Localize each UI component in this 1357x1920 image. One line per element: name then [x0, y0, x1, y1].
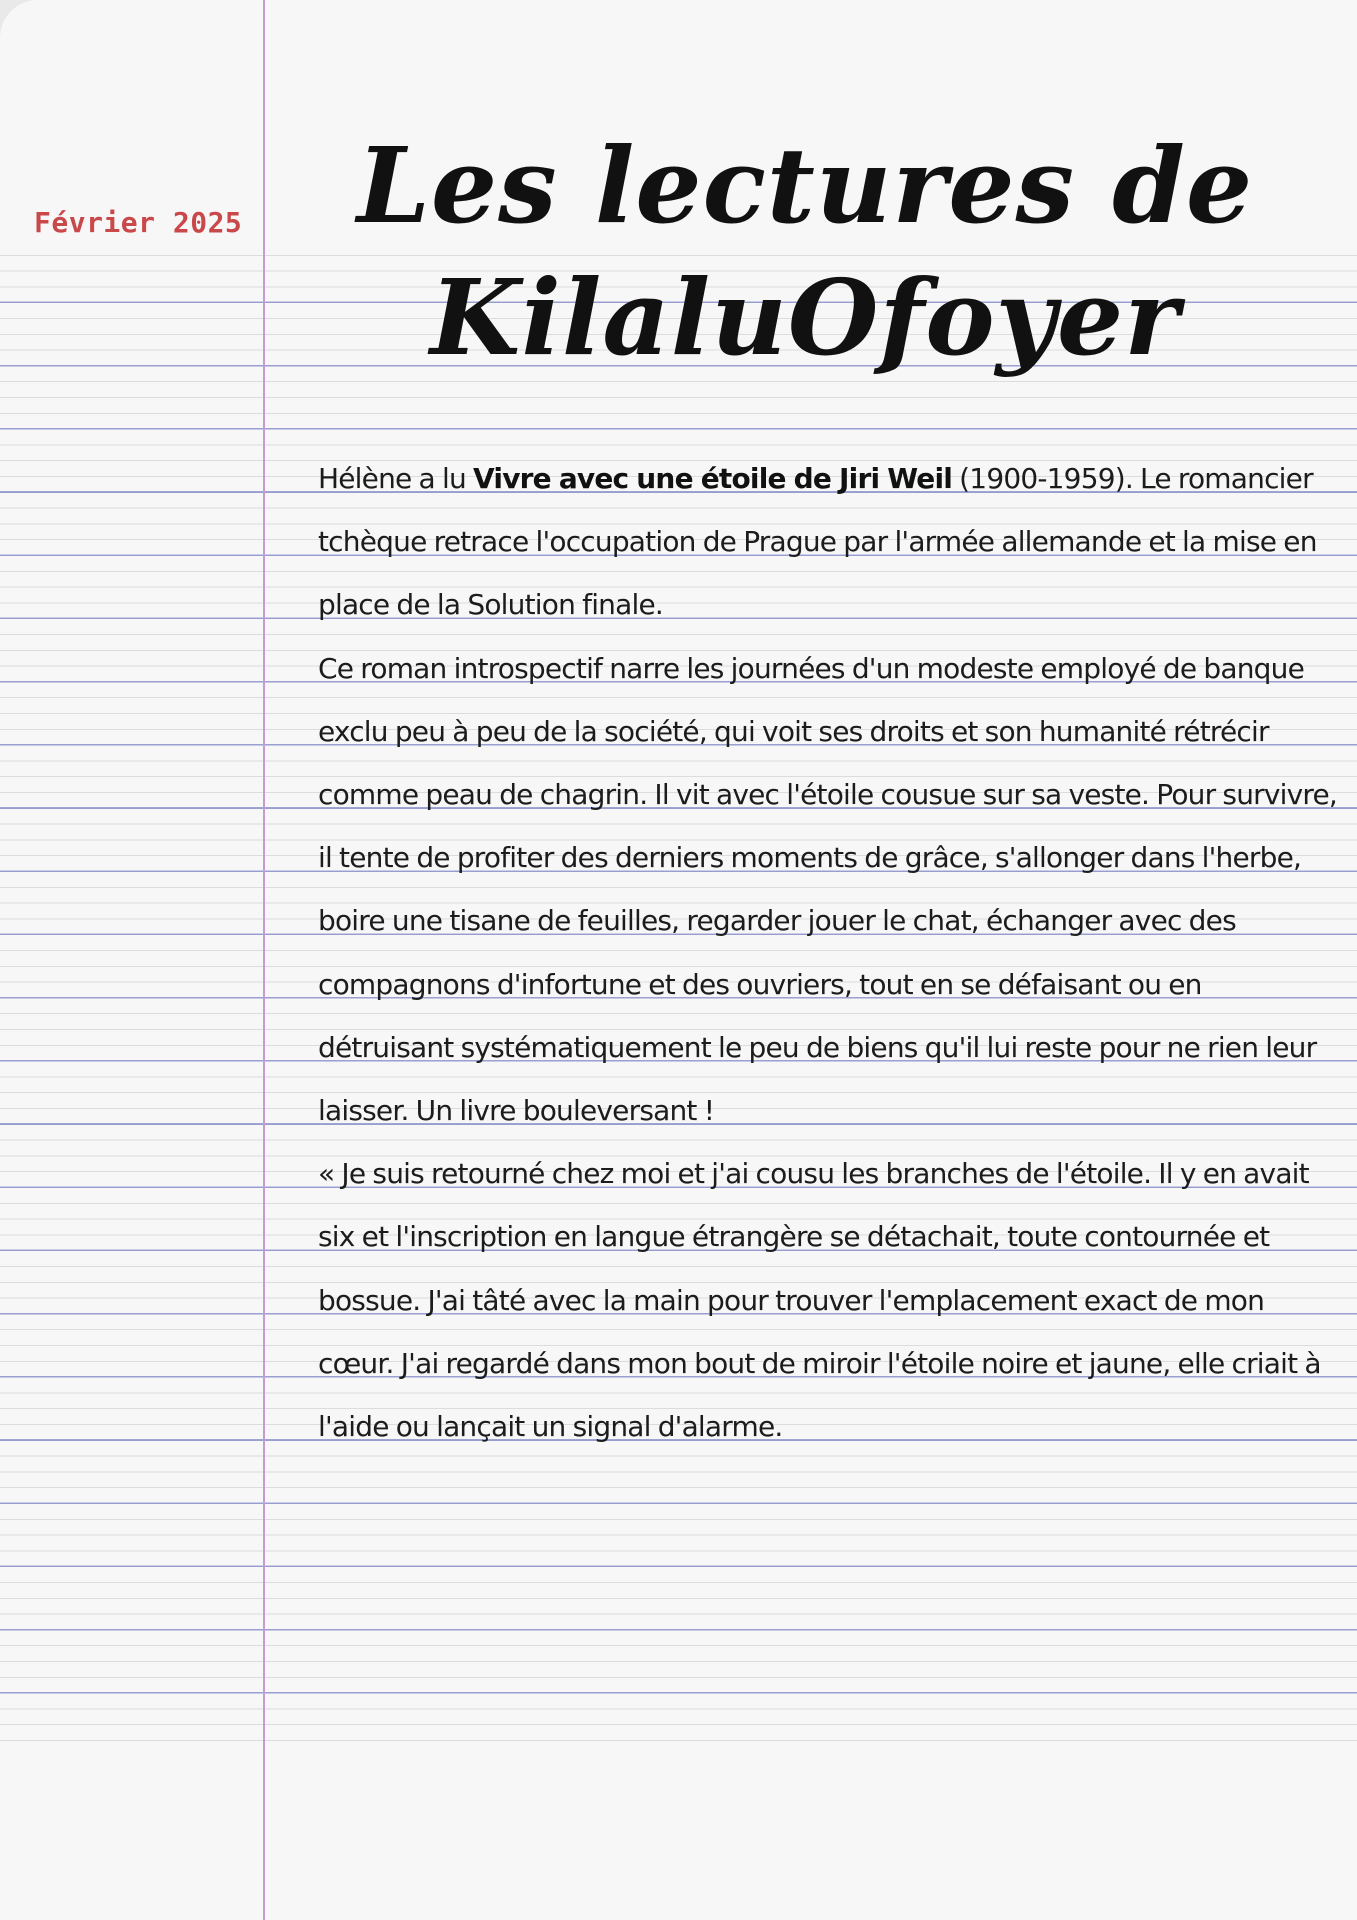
margin-line	[263, 0, 265, 1920]
title-line-1: Les lectures de	[356, 124, 1254, 247]
review-intro-rest: (1900-1959). Le romancier tchèque retrace l'occupation de Prague par l'armée allemande et la mise en place de la Solution finale.	[318, 462, 1317, 622]
review-quote: « Je suis retourné chez moi et j'ai cousu les branches de l'étoile. Il y en avait six et l'inscription en langue étrangère se détachait, toute contournée et bossue. J'ai tâté avec la main pour trouver l'emplacement exact de mon cœur. J'ai regardé dans mon bout de miroir l'étoile noire et jaune, elle criait à l'aide ou lançait un signal d'alarme.	[318, 1157, 1321, 1444]
review-paragraph-1	[318, 447, 1343, 637]
date-label: Février 2025	[34, 206, 243, 239]
page-title	[330, 120, 1280, 384]
review-intro: Hélène a lu	[318, 462, 474, 495]
review-paragraph-2: Ce roman introspectif narre les journées d'un modeste employé de banque exclu peu à peu de la société, qui voit ses droits et son humanité rétrécir comme peau de chagrin. Il vit avec l'étoile cousue sur sa veste. Pour survivre, il tente de profiter des derniers moments de grâce, s'allonger dans l'herbe, boire une tisane de feuilles, regarder jouer le chat, échanger avec des compagnons d'infortune et des ouvriers, tout en se défaisant ou en détruisant systématiquement le peu de biens qu'il lui reste pour ne rien leur laisser. Un livre bouleversant !	[318, 651, 1338, 1128]
book-title: Vivre avec une étoile de Jiri Weil	[473, 462, 953, 495]
review-text	[318, 447, 1343, 1458]
title-line-2: KilaluOfoyer	[429, 256, 1180, 379]
